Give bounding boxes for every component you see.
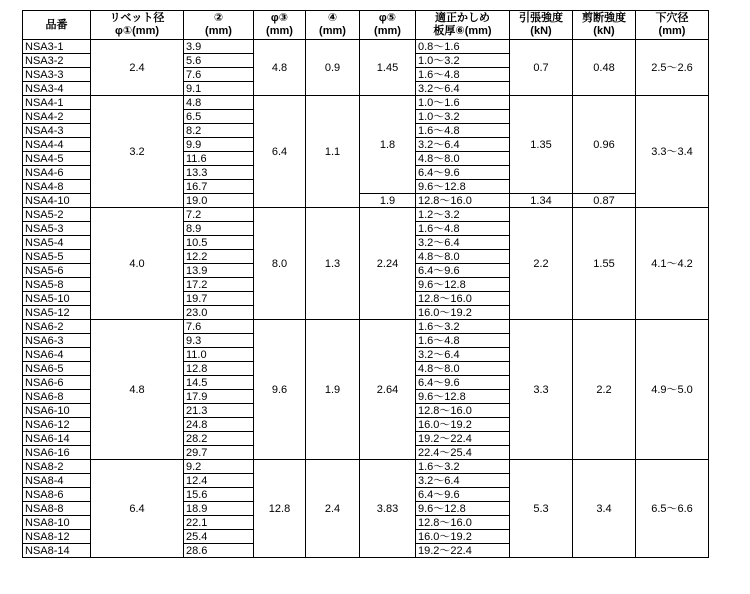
header-dia3 xyxy=(254,11,306,40)
length-cell: 13.3 xyxy=(184,166,254,180)
length-cell: 5.6 xyxy=(184,54,254,68)
header-part-no xyxy=(23,11,91,40)
dim4-cell: 0.9 xyxy=(306,40,360,96)
header-grip xyxy=(416,11,510,40)
part-number-cell: NSA3-2 xyxy=(23,54,91,68)
grip-range-cell: 1.0～1.6 xyxy=(416,96,510,110)
dia5-cell: 3.83 xyxy=(360,460,416,558)
dia3-cell: 6.4 xyxy=(254,96,306,208)
grip-range-cell: 3.2～6.4 xyxy=(416,138,510,152)
grip-range-cell: 3.2～6.4 xyxy=(416,82,510,96)
part-number-cell: NSA4-10 xyxy=(23,194,91,208)
part-number-cell: NSA8-2 xyxy=(23,460,91,474)
grip-range-cell: 6.4～9.6 xyxy=(416,488,510,502)
part-number-cell: NSA3-1 xyxy=(23,40,91,54)
tensile-cell: 3.3 xyxy=(510,320,573,460)
header-row xyxy=(23,11,709,40)
grip-range-cell: 1.6～4.8 xyxy=(416,334,510,348)
grip-range-cell: 19.2～22.4 xyxy=(416,544,510,558)
length-cell: 11.0 xyxy=(184,348,254,362)
part-number-cell: NSA4-3 xyxy=(23,124,91,138)
table-row xyxy=(23,460,709,474)
length-cell: 17.2 xyxy=(184,278,254,292)
length-cell: 23.0 xyxy=(184,306,254,320)
part-number-cell: NSA3-3 xyxy=(23,68,91,82)
rivet-spec-table xyxy=(22,10,709,558)
grip-range-cell: 1.6～3.2 xyxy=(416,320,510,334)
table-row xyxy=(23,208,709,222)
tensile-cell: 1.34 xyxy=(510,194,573,208)
grip-range-cell: 9.6～12.8 xyxy=(416,180,510,194)
shear-cell: 2.2 xyxy=(573,320,636,460)
part-number-cell: NSA6-14 xyxy=(23,432,91,446)
part-number-cell: NSA8-6 xyxy=(23,488,91,502)
length-cell: 21.3 xyxy=(184,404,254,418)
grip-range-cell: 4.8～8.0 xyxy=(416,250,510,264)
grip-range-cell: 1.6～3.2 xyxy=(416,460,510,474)
header-line: (mm) xyxy=(266,25,293,37)
part-number-cell: NSA8-12 xyxy=(23,530,91,544)
length-cell: 8.2 xyxy=(184,124,254,138)
length-cell: 3.9 xyxy=(184,40,254,54)
length-cell: 10.5 xyxy=(184,236,254,250)
table-row xyxy=(23,320,709,334)
dim4-cell: 1.9 xyxy=(306,320,360,460)
grip-range-cell: 6.4～9.6 xyxy=(416,376,510,390)
grip-range-cell: 4.8～8.0 xyxy=(416,152,510,166)
part-number-cell: NSA6-16 xyxy=(23,446,91,460)
part-number-cell: NSA6-10 xyxy=(23,404,91,418)
part-number-cell: NSA5-8 xyxy=(23,278,91,292)
grip-range-cell: 1.2～3.2 xyxy=(416,208,510,222)
part-number-cell: NSA4-5 xyxy=(23,152,91,166)
header-line: (mm) xyxy=(374,25,401,37)
part-number-cell: NSA6-8 xyxy=(23,390,91,404)
part-number-cell: NSA4-1 xyxy=(23,96,91,110)
length-cell: 9.1 xyxy=(184,82,254,96)
dia5-cell: 1.8 xyxy=(360,96,416,194)
header-shear xyxy=(573,11,636,40)
shear-cell: 1.55 xyxy=(573,208,636,320)
header-line: (mm) xyxy=(205,25,232,37)
part-number-cell: NSA8-10 xyxy=(23,516,91,530)
length-cell: 25.4 xyxy=(184,530,254,544)
header-rivet-dia xyxy=(91,11,184,40)
length-cell: 6.5 xyxy=(184,110,254,124)
length-cell: 19.0 xyxy=(184,194,254,208)
rivet-dia-cell: 4.8 xyxy=(91,320,184,460)
grip-range-cell: 16.0～19.2 xyxy=(416,306,510,320)
hole-dia-cell: 6.5～6.6 xyxy=(636,460,709,558)
length-cell: 19.7 xyxy=(184,292,254,306)
header-line: 下穴径 xyxy=(655,12,689,24)
length-cell: 16.7 xyxy=(184,180,254,194)
dia5-cell: 1.45 xyxy=(360,40,416,96)
grip-range-cell: 9.6～12.8 xyxy=(416,502,510,516)
header-tensile xyxy=(510,11,573,40)
length-cell: 15.6 xyxy=(184,488,254,502)
hole-dia-cell: 4.9～5.0 xyxy=(636,320,709,460)
tensile-cell: 5.3 xyxy=(510,460,573,558)
rivet-dia-cell: 6.4 xyxy=(91,460,184,558)
tensile-cell: 0.7 xyxy=(510,40,573,96)
length-cell: 24.8 xyxy=(184,418,254,432)
shear-cell: 0.48 xyxy=(573,40,636,96)
length-cell: 17.9 xyxy=(184,390,254,404)
shear-cell: 0.96 xyxy=(573,96,636,194)
table-row xyxy=(23,96,709,110)
part-number-cell: NSA4-4 xyxy=(23,138,91,152)
header-line: ④ xyxy=(327,12,338,24)
part-number-cell: NSA8-8 xyxy=(23,502,91,516)
length-cell: 22.1 xyxy=(184,516,254,530)
table-row xyxy=(23,40,709,54)
header-line: (kN) xyxy=(593,25,615,37)
length-cell: 12.2 xyxy=(184,250,254,264)
spec-table-wrapper xyxy=(22,10,709,558)
grip-range-cell: 12.8～16.0 xyxy=(416,292,510,306)
header-line: 品番 xyxy=(45,18,68,31)
dia5-cell: 1.9 xyxy=(360,194,416,208)
part-number-cell: NSA4-6 xyxy=(23,166,91,180)
part-number-cell: NSA6-12 xyxy=(23,418,91,432)
header-line: φ③ xyxy=(270,12,289,24)
grip-range-cell: 9.6～12.8 xyxy=(416,390,510,404)
header-line: (kN) xyxy=(530,25,552,37)
part-number-cell: NSA6-6 xyxy=(23,376,91,390)
part-number-cell: NSA8-4 xyxy=(23,474,91,488)
length-cell: 13.9 xyxy=(184,264,254,278)
header-line: 引張強度 xyxy=(519,12,563,24)
grip-range-cell: 1.0～3.2 xyxy=(416,110,510,124)
grip-range-cell: 1.6～4.8 xyxy=(416,222,510,236)
grip-range-cell: 6.4～9.6 xyxy=(416,264,510,278)
length-cell: 9.2 xyxy=(184,460,254,474)
length-cell: 28.2 xyxy=(184,432,254,446)
header-line: ② xyxy=(213,12,224,24)
grip-range-cell: 16.0～19.2 xyxy=(416,418,510,432)
grip-range-cell: 12.8～16.0 xyxy=(416,194,510,208)
length-cell: 9.3 xyxy=(184,334,254,348)
header-line: (mm) xyxy=(319,25,346,37)
dia5-cell: 2.64 xyxy=(360,320,416,460)
grip-range-cell: 9.6～12.8 xyxy=(416,278,510,292)
length-cell: 14.5 xyxy=(184,376,254,390)
part-number-cell: NSA4-8 xyxy=(23,180,91,194)
part-number-cell: NSA5-4 xyxy=(23,236,91,250)
grip-range-cell: 12.8～16.0 xyxy=(416,404,510,418)
grip-range-cell: 3.2～6.4 xyxy=(416,236,510,250)
length-cell: 7.6 xyxy=(184,320,254,334)
tensile-cell: 1.35 xyxy=(510,96,573,194)
grip-range-cell: 4.8～8.0 xyxy=(416,362,510,376)
header-line: 適正かしめ xyxy=(435,12,490,24)
part-number-cell: NSA5-6 xyxy=(23,264,91,278)
part-number-cell: NSA5-3 xyxy=(23,222,91,236)
spec-table-body xyxy=(23,40,709,558)
dia3-cell: 8.0 xyxy=(254,208,306,320)
dia3-cell: 4.8 xyxy=(254,40,306,96)
header-line: (mm) xyxy=(658,25,686,37)
part-number-cell: NSA5-10 xyxy=(23,292,91,306)
grip-range-cell: 1.6～4.8 xyxy=(416,68,510,82)
header-dia5 xyxy=(360,11,416,40)
tensile-cell: 2.2 xyxy=(510,208,573,320)
header-length xyxy=(184,11,254,40)
grip-range-cell: 12.8～16.0 xyxy=(416,516,510,530)
length-cell: 28.6 xyxy=(184,544,254,558)
part-number-cell: NSA6-4 xyxy=(23,348,91,362)
header-line: 板厚⑥(mm) xyxy=(433,25,492,37)
length-cell: 8.9 xyxy=(184,222,254,236)
header-line: φ①(mm) xyxy=(114,25,160,37)
part-number-cell: NSA6-5 xyxy=(23,362,91,376)
part-number-cell: NSA3-4 xyxy=(23,82,91,96)
part-number-cell: NSA6-2 xyxy=(23,320,91,334)
dim4-cell: 1.1 xyxy=(306,96,360,208)
rivet-dia-cell: 2.4 xyxy=(91,40,184,96)
shear-cell: 3.4 xyxy=(573,460,636,558)
grip-range-cell: 1.6～4.8 xyxy=(416,124,510,138)
dia3-cell: 9.6 xyxy=(254,320,306,460)
grip-range-cell: 22.4～25.4 xyxy=(416,446,510,460)
header-hole xyxy=(636,11,709,40)
length-cell: 18.9 xyxy=(184,502,254,516)
rivet-dia-cell: 4.0 xyxy=(91,208,184,320)
part-number-cell: NSA5-5 xyxy=(23,250,91,264)
grip-range-cell: 3.2～6.4 xyxy=(416,348,510,362)
grip-range-cell: 6.4～9.6 xyxy=(416,166,510,180)
length-cell: 29.7 xyxy=(184,446,254,460)
part-number-cell: NSA8-14 xyxy=(23,544,91,558)
length-cell: 12.8 xyxy=(184,362,254,376)
shear-cell: 0.87 xyxy=(573,194,636,208)
hole-dia-cell: 2.5～2.6 xyxy=(636,40,709,96)
dia5-cell: 2.24 xyxy=(360,208,416,320)
rivet-dia-cell: 3.2 xyxy=(91,96,184,208)
part-number-cell: NSA5-2 xyxy=(23,208,91,222)
dia3-cell: 12.8 xyxy=(254,460,306,558)
dim4-cell: 2.4 xyxy=(306,460,360,558)
hole-dia-cell: 3.3～3.4 xyxy=(636,96,709,208)
part-number-cell: NSA4-2 xyxy=(23,110,91,124)
length-cell: 12.4 xyxy=(184,474,254,488)
length-cell: 7.6 xyxy=(184,68,254,82)
header-line: 剪断強度 xyxy=(582,12,626,24)
grip-range-cell: 3.2～6.4 xyxy=(416,474,510,488)
header-line: φ⑤ xyxy=(378,12,397,24)
length-cell: 11.6 xyxy=(184,152,254,166)
length-cell: 9.9 xyxy=(184,138,254,152)
hole-dia-cell: 4.1～4.2 xyxy=(636,208,709,320)
length-cell: 4.8 xyxy=(184,96,254,110)
grip-range-cell: 1.0～3.2 xyxy=(416,54,510,68)
part-number-cell: NSA5-12 xyxy=(23,306,91,320)
dim4-cell: 1.3 xyxy=(306,208,360,320)
header-dim4 xyxy=(306,11,360,40)
grip-range-cell: 16.0～19.2 xyxy=(416,530,510,544)
length-cell: 7.2 xyxy=(184,208,254,222)
grip-range-cell: 19.2～22.4 xyxy=(416,432,510,446)
header-line: リベット径 xyxy=(109,12,165,24)
grip-range-cell: 0.8～1.6 xyxy=(416,40,510,54)
part-number-cell: NSA6-3 xyxy=(23,334,91,348)
